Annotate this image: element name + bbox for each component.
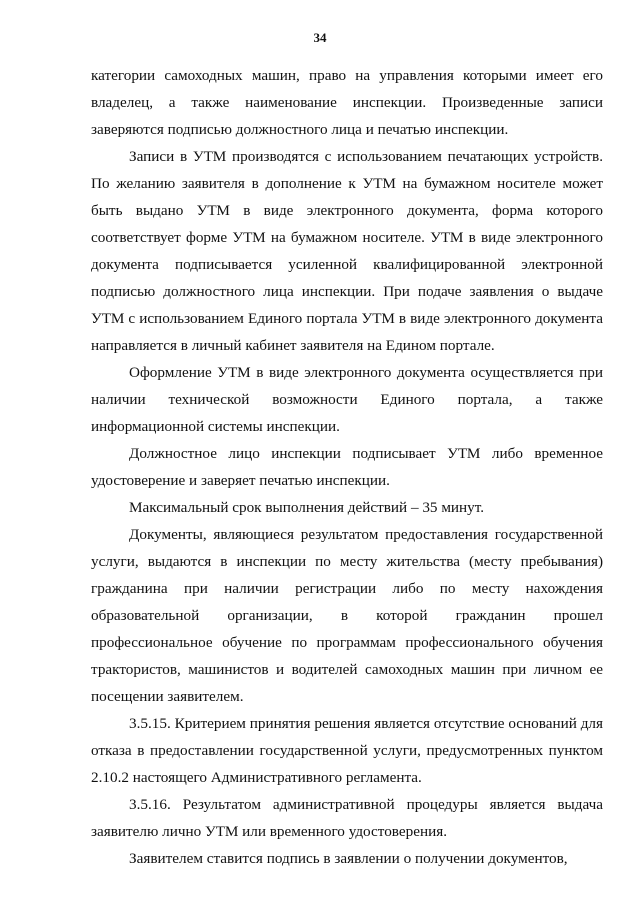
paragraph-applicant-signature: Заявителем ставится подпись в заявлении о получении документов,	[129, 850, 568, 867]
document-body	[91, 62, 603, 872]
paragraph-documents-issued: Документы, являющиеся результатом предоставления государственной услуги, выдаются в инспекции по месту жительства (месту пребывания) гражданина при наличии регистрации либо по месту нахождения образовательной организации, в которой гражданин прошел профессиональное обучение по программам профессионального обучения трактористов, машинистов и водителей самоходных машин при личном ее посещении заявителем.	[91, 526, 603, 705]
paragraph-continuation: категории самоходных машин, право на управления которыми имеет его владелец, а также наименование инспекции. Произведенные записи заверяются подписью должностного лица и печатью инспекции.	[91, 67, 603, 138]
paragraph-3-5-15: 3.5.15. Критерием принятия решения является отсутствие оснований для отказа в предоставлении государственной услуги, предусмотренных пунктом 2.10.2 настоящего Административного регламента.	[91, 715, 603, 786]
paragraph-3-5-16: 3.5.16. Результатом административной процедуры является выдача заявителю лично УТМ или временного удостоверения.	[91, 796, 603, 840]
paragraph-records-utm: Записи в УТМ производятся с использованием печатающих устройств. По желанию заявителя в дополнение к УТМ на бумажном носителе может быть выдано УТМ в виде электронного документа, форма которого соответствует форме УТМ на бумажном носителе. УТМ в виде электронного документа подписывается усиленной квалифицированной электронной подписью должностного лица инспекции. При подаче заявления о выдаче УТМ с использованием Единого портала УТМ в виде электронного документа направляется в личный кабинет заявителя на Едином портале.	[91, 148, 603, 354]
page-number: 34	[313, 30, 327, 45]
paragraph-electronic-utm: Оформление УТМ в виде электронного документа осуществляется при наличии технической возможности Единого портала, а также информационной системы инспекции.	[91, 364, 603, 435]
paragraph-max-time: Максимальный срок выполнения действий – 35 минут.	[129, 499, 485, 516]
paragraph-official-signs: Должностное лицо инспекции подписывает УТМ либо временное удостоверение и заверяет печатью инспекции.	[91, 445, 603, 489]
